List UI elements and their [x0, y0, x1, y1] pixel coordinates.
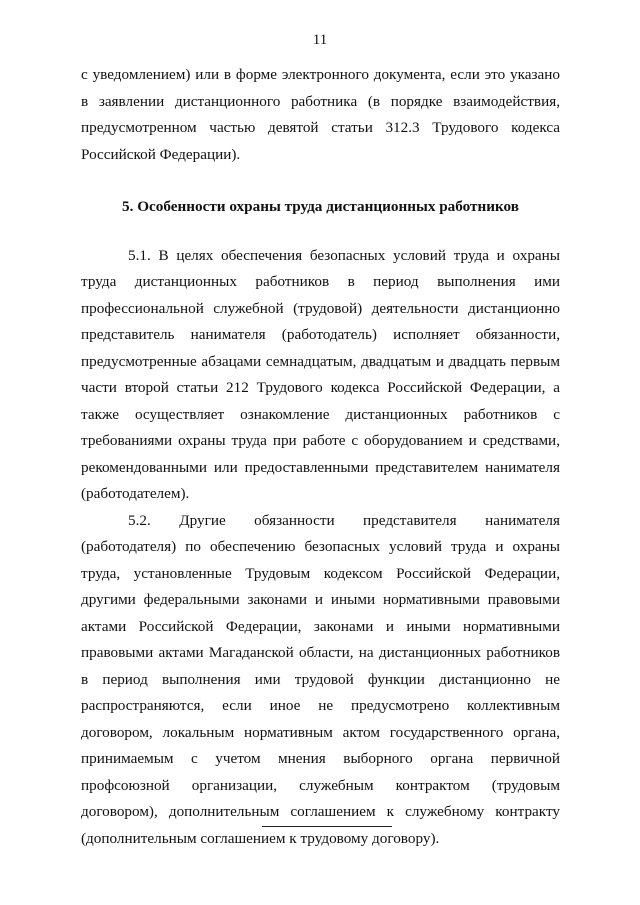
end-of-document-rule: [262, 826, 392, 827]
paragraph-5-1: 5.1. В целях обеспечения безопасных условий труда и охраны труда дистанционных работников в период выполнения ими профессиональной служебной (трудовой) деятельности дистанционно представитель нанимателя (работодатель) исполняет обязанности, предусмотренные абзацами семнадцатым, двадцатым и двадцать первым части второй статьи 212 Трудового кодекса Российской Федерации, а также осуществляет ознакомление дистанционных работников с требованиями охраны труда при работе с оборудованием и средствами, рекомендованными или предоставленными представителем нанимателя (работодателем).: [81, 246, 560, 502]
section-heading: 5. Особенности охраны труда дистанционных работников: [122, 198, 519, 215]
paragraph-5-2: 5.2. Другие обязанности представителя нанимателя (работодателя) по обеспечению безопасных условий труда и охраны труда, установленные Трудовым кодексом Российской Федерации, другими федеральными законами и иными нормативными правовыми актами Российской Федерации, законами и иными нормативными правовыми актами Магаданской области, на дистанционных работников в период выполнения ими трудовой функции дистанционно не распространяются, если иное не предусмотрено коллективным договором, локальным нормативным актом государственного органа, принимаемым с учетом мнения выборного органа первичной профсоюзной организации, служебным контрактом (трудовым договором), дополнительным соглашением к служебному контракту (дополнительным соглашением к трудовому договору).: [81, 511, 560, 847]
document-body: [81, 62, 560, 852]
continuation-paragraph: с уведомлением) или в форме электронного документа, если это указано в заявлении дистанционного работника (в порядке взаимодействия, предусмотренном частью девятой статьи 312.3 Трудового кодекса Российской Федерации).: [81, 66, 560, 163]
page-number: 11: [312, 32, 328, 48]
